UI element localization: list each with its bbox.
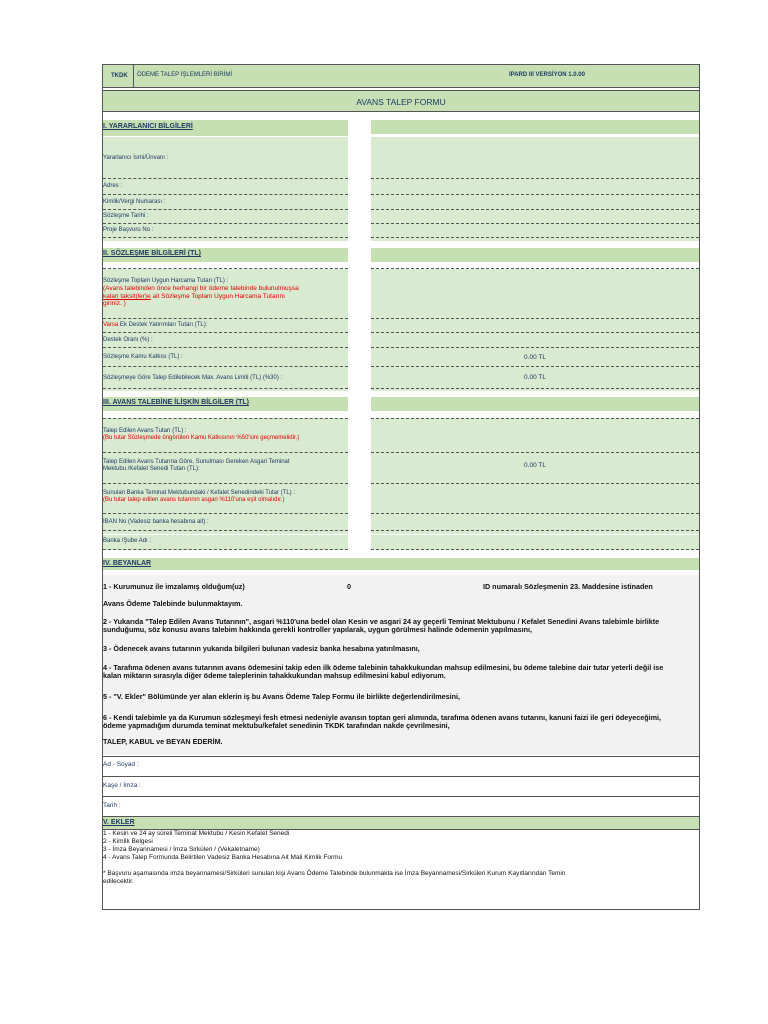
field-total-eligible-note3: giriniz. ) bbox=[103, 300, 126, 307]
line bbox=[371, 388, 699, 389]
field-min-guarantee: Talep Edilen Avans Tutarına Göre, Sunulması Gereken Asgari Teminat bbox=[103, 459, 290, 465]
field-iban: IBAN No (Vadesiz banka hesabına ait) : bbox=[103, 519, 209, 525]
line bbox=[371, 268, 699, 269]
max-advance-value: 0.00 TL bbox=[524, 374, 546, 381]
public-contribution-value: 0.00 TL bbox=[524, 354, 546, 361]
decl-5: 5 - "V. Ekler" Bölümünde yer alan eklerin iş bu Avans Ödeme Talep Formu ile birlikte değerlendirilmesini, bbox=[103, 692, 460, 701]
line bbox=[103, 366, 348, 367]
field-requested-advance: Talep Edilen Avans Tutarı (TL) : bbox=[103, 428, 187, 434]
section3-right-bg bbox=[371, 418, 699, 534]
line bbox=[371, 223, 699, 224]
line bbox=[371, 452, 699, 453]
section1-title: I. YARARLANICI BİLGİLERİ bbox=[103, 123, 193, 130]
line bbox=[371, 549, 699, 550]
line bbox=[103, 388, 348, 389]
attachment-3: 3 - İmza Beyannamesi / İmza Sirküleri / (Vekaletname) bbox=[103, 846, 260, 853]
line bbox=[103, 332, 348, 333]
note-underlined: kalan taksit(ler)e bbox=[103, 293, 151, 300]
decl-6-line2: ödeme yapmadığım durumda teminat mektubu/kefalet senedinin TKDK tarafından nakde çevrilmesini, bbox=[103, 721, 450, 730]
decl-2-line2: sunduğumu, söz konusu avans talebim hakkında gerekli kontroller yapılarak, uygun görülmesi halinde ödemenin yapılmasını, bbox=[103, 625, 532, 634]
field-bank-branch: Banka /Şube Adı : bbox=[103, 538, 152, 544]
min-guarantee-value: 0.00 TL bbox=[524, 462, 546, 469]
section5-header-bg bbox=[103, 817, 699, 829]
note-rest: ait Sözleşme Toplam Uygun Harcama Tutarını bbox=[150, 293, 285, 300]
decl-4-line1: 4 - Tarafıma ödenen avans tutarının avans ödemesini takip eden ilk ödeme talebinin tahakkukundan mahsup edilmesini, bu ödeme talebine dair tutar yeterli değil ise bbox=[103, 663, 664, 672]
line bbox=[371, 237, 699, 238]
line bbox=[103, 223, 348, 224]
section2-title: II. SÖZLEŞME BİLGİLERİ (TL) bbox=[103, 250, 201, 257]
line bbox=[371, 366, 699, 367]
guarantee-amount-note: (Bu tutar talep edilen avans tutarının asgari %110'una eşit olmalıdır.) bbox=[103, 497, 285, 503]
field-guarantee-amount: Sunulan Banka Teminat Mektubundaki / Kefalet Senedindeki Tutar (TL) : bbox=[103, 490, 296, 496]
requested-advance-note: (Bu tutar Sözleşmede öngörülen Kamu Katkısının %50'sini geçmemelidir.) bbox=[103, 435, 300, 441]
section1-left-bg bbox=[103, 137, 348, 241]
attachment-note-1: * Başvuru aşamasında imza beyannamesi/Sirküleri sunulan kişi Avans Ödeme Talebinde bulunmakta ise İmza Beyannamesi/Sirküleri Kurum Kayıtlarından Temin bbox=[103, 870, 566, 877]
decl-1d: Avans Ödeme Talebinde bulunmaktayım. bbox=[103, 599, 243, 608]
field-public-contribution: Sözleşme Kamu Katkısı (TL) : bbox=[103, 354, 183, 360]
line bbox=[371, 483, 699, 484]
section2-right-bg bbox=[371, 269, 699, 391]
optional-label: Varsa bbox=[103, 322, 119, 328]
field-project-no: Proje Başvuru No : bbox=[103, 227, 154, 233]
attachment-2: 2 - Kimlik Belgesi bbox=[103, 838, 153, 845]
extra-support-label: Ek Destek Yatırımları Tutarı (TL): bbox=[118, 322, 208, 328]
line bbox=[103, 530, 348, 531]
line bbox=[371, 530, 699, 531]
line bbox=[103, 756, 699, 757]
unit-name: ÖDEME TALEP İŞLEMLERİ BİRİMİ bbox=[137, 72, 233, 78]
line bbox=[103, 318, 348, 319]
decl-1a: 1 - Kurumunuz ile imzalamış olduğum(uz) bbox=[103, 582, 245, 591]
field-tax-id: Kimlik/Vergi Numarası : bbox=[103, 199, 166, 205]
field-support-rate: Destek Oranı (%) : bbox=[103, 337, 153, 343]
bank-row-right-bg bbox=[371, 535, 699, 550]
decl-closing: TALEP, KABUL ve BEYAN EDERİM. bbox=[103, 737, 223, 746]
decl-1-contract-id: 0 bbox=[347, 582, 351, 591]
section3-right-header-bg bbox=[371, 397, 699, 411]
field-contract-date: Sözleşme Tarihi : bbox=[103, 213, 149, 219]
line bbox=[103, 347, 348, 348]
line bbox=[103, 483, 348, 484]
line bbox=[103, 418, 348, 419]
line bbox=[371, 194, 699, 195]
header-divider bbox=[133, 65, 134, 87]
section5-title: V. EKLER bbox=[103, 819, 135, 826]
line bbox=[371, 178, 699, 179]
field-beneficiary-name: Yararlanıcı İsmi/Ünvanı : bbox=[103, 155, 169, 161]
sig-date: Tarih : bbox=[103, 802, 121, 809]
decl-4-line2: kalan miktarın sırasıyla diğer ödeme taleplerinin tahakkukundan mahsup edilmesini kabul ediyorum. bbox=[103, 671, 446, 680]
field-max-advance: Sözleşmeye Göre Talep Edilebilecek Max. Avans Limiti (TL) (%30) : bbox=[103, 375, 283, 381]
attachment-1: 1 - Kesin ve 24 ay süreli Teminat Mektubu / Kesin Kefalet Senedi bbox=[103, 830, 290, 837]
line bbox=[103, 513, 348, 514]
form-title: AVANS TALEP FORMU bbox=[102, 90, 700, 112]
section1-right-bg bbox=[371, 137, 699, 241]
attachment-4: 4 - Avans Talep Formunda Belirtilen Vadesiz Banka Hesabına Ait Mali Kimlik Formu bbox=[103, 854, 343, 861]
version-label: IPARD III VERSİYON 1.0.00 bbox=[509, 72, 585, 78]
line bbox=[103, 776, 699, 777]
org-name: TKDK bbox=[111, 73, 128, 79]
line bbox=[103, 452, 348, 453]
line bbox=[371, 332, 699, 333]
field-total-eligible-note: (Avans talebinden önce herhangi bir ödeme talebinde bulunulmuşsa bbox=[103, 285, 299, 292]
field-total-eligible-note2 bbox=[103, 293, 285, 300]
section3-title: III. AVANS TALEBİNE İLİŞKİN BİLGİLER (TL) bbox=[103, 399, 249, 406]
section2-right-header-bg bbox=[371, 248, 699, 262]
decl-2-line1: 2 - Yukarıda "Talep Edilen Avans Tutarının", asgari %110'una bedel olan Kesin ve asgari 24 ay geçerli Teminat Mektubunu / Kefalet Senedini Avans talebimle birlikte bbox=[103, 617, 660, 626]
field-address: Adres : bbox=[103, 183, 123, 189]
line bbox=[371, 347, 699, 348]
form-header bbox=[102, 64, 700, 88]
line bbox=[103, 194, 348, 195]
section4-title: IV. BEYANLAR bbox=[103, 560, 152, 567]
sig-name: Ad - Soyad : bbox=[103, 761, 139, 768]
decl-3: 3 - Ödenecek avans tutarının yukarıda bilgileri bulunan vadesiz banka hesabına yatırılmasını, bbox=[103, 644, 420, 653]
line bbox=[103, 237, 348, 238]
line bbox=[103, 178, 348, 179]
decl-6-line1: 6 - Kendi talebimle ya da Kurumun sözleşmeyi fesh etmesi nedeniyle avansın toptan geri alımında, tarafıma ödenen avans tutarını, kanuni faizi ile geri ödeyeceğimi, bbox=[103, 713, 661, 722]
field-extra-support bbox=[103, 322, 207, 328]
line bbox=[103, 209, 348, 210]
section1-right-header-bg bbox=[371, 120, 699, 134]
field-total-eligible: Sözleşme Toplam Uygun Harcama Tutarı (TL) : bbox=[103, 278, 229, 284]
line bbox=[103, 796, 699, 797]
line bbox=[103, 549, 348, 550]
line bbox=[371, 318, 699, 319]
attachment-note-2: edilecektir. bbox=[103, 878, 134, 885]
field-min-guarantee-2: Mektubu /Kefalet Senedi Tutarı (TL): bbox=[103, 466, 200, 472]
line bbox=[371, 209, 699, 210]
sig-stamp: Kaşe / İmza : bbox=[103, 782, 141, 789]
section4-header-bg bbox=[103, 558, 699, 570]
line bbox=[103, 268, 348, 269]
line bbox=[371, 418, 699, 419]
decl-1c: ID numaralı Sözleşmenin 23. Maddesine istinaden bbox=[483, 582, 653, 591]
line bbox=[371, 513, 699, 514]
